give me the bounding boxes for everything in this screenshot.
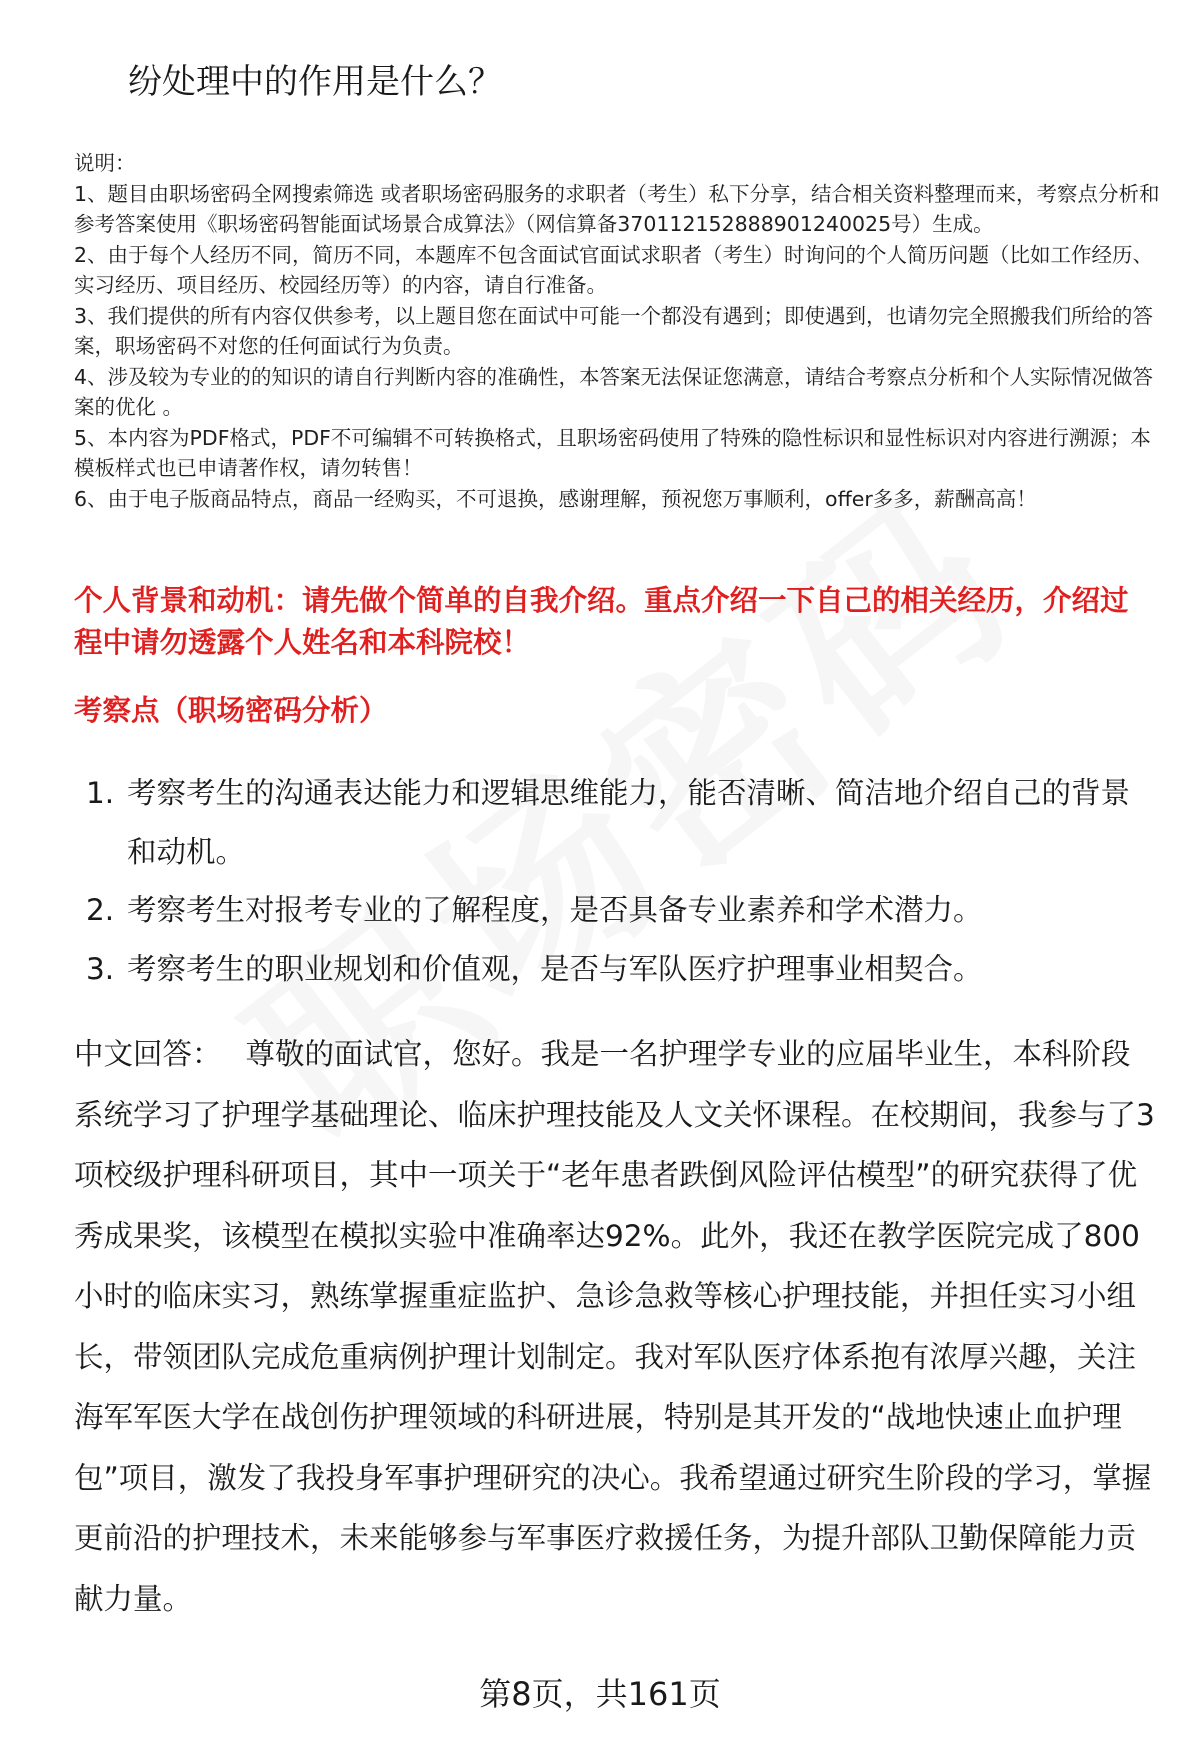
note-item: 6、由于电子版商品特点，商品一经购买，不可退换，感谢理解，预祝您万事顺利，offer多多，薪酬高高！ (74, 486, 1037, 511)
page-number: 第8页，共161页 (479, 1675, 721, 1713)
note-item: 2、由于每个人经历不同，简历不同，本题库不包含面试官面试求职者（考生）时询问的个人简历问题（比如工作经历、实习经历、项目经历、校园经历等）的内容，请自行准备。 (74, 242, 1154, 297)
note-item: 3、我们提供的所有内容仅供参考，以上题目您在面试中可能一个都没有遇到；即使遇到，也请勿完全照搬我们所给的答案，职场密码不对您的任何面试行为负责。 (74, 303, 1154, 358)
analysis-point (74, 881, 1154, 940)
point-text: 考察考生对报考专业的了解程度，是否具备专业素养和学术潜力。 (127, 893, 983, 927)
point-number: 2. (86, 893, 115, 927)
analysis-points (74, 764, 1154, 998)
analysis-heading: 考察点（职场密码分析） (74, 694, 388, 727)
point-number: 3. (86, 951, 115, 986)
previous-question-tail: 纷处理中的作用是什么？ (128, 62, 502, 102)
notes-title: 说明： (74, 151, 136, 175)
note-item: 5、本内容为PDF格式，PDF不可编辑不可转换格式，且职场密码使用了特殊的隐性标识和显性标识对内容进行溯源；本模板样式也已申请著作权，请勿转售！ (74, 425, 1151, 480)
point-text: 考察考生的沟通表达能力和逻辑思维能力，能否清晰、简洁地介绍自己的背景和动机。 (127, 776, 1131, 869)
answer-text: 尊敬的面试官，您好。我是一名护理学专业的应届毕业生，本科阶段系统学习了护理学基础理论、临床护理技能及人文关怀课程。在校期间，我参与了3项校级护理科研项目，其中一项关于“老年患者跌倒风险评估模型”的研究获得了优秀成果奖，该模型在模拟实验中准确率达92%。此外，我还在教学医院完成了800小时的临床实习，熟练掌握重症监护、急诊急救等核心护理技能，并担任实习小组长，带领团队完成危重病例护理计划制定。我对军队医疗体系抱有浓厚兴趣，关注海军军医大学在战创伤护理领域的科研进展，特别是其开发的“战地快速止血护理包”项目，激发了我投身军事护理研究的决心。我希望通过研究生阶段的学习，掌握更前沿的护理技术，未来能够参与军事医疗救援任务，为提升部队卫勤保障能力贡献力量。 (74, 1037, 1155, 1616)
analysis-point (74, 940, 1154, 999)
chinese-answer (74, 1024, 1159, 1629)
answer-label: 中文回答： (74, 1037, 222, 1071)
notes-section (74, 148, 1164, 514)
analysis-point (74, 764, 1154, 881)
note-item: 1、题目由职场密码全网搜索筛选 或者职场密码服务的求职者（考生）私下分享，结合相关资料整理而来，考察点分析和参考答案使用《职场密码智能面试场景合成算法》（网信算备370112152888901240025号）生成。 (74, 181, 1160, 236)
note-item: 4、涉及较为专业的的知识的请自行判断内容的准确性，本答案无法保证您满意，请结合考察点分析和个人实际情况做答案的优化 。 (74, 364, 1154, 419)
point-text: 考察考生的职业规划和价值观，是否与军队医疗护理事业相契合。 (127, 951, 983, 986)
interview-question: 个人背景和动机：请先做个简单的自我介绍。重点介绍一下自己的相关经历，介绍过程中请勿透露个人姓名和本科院校！ (74, 584, 1129, 659)
point-number: 1. (86, 776, 115, 810)
